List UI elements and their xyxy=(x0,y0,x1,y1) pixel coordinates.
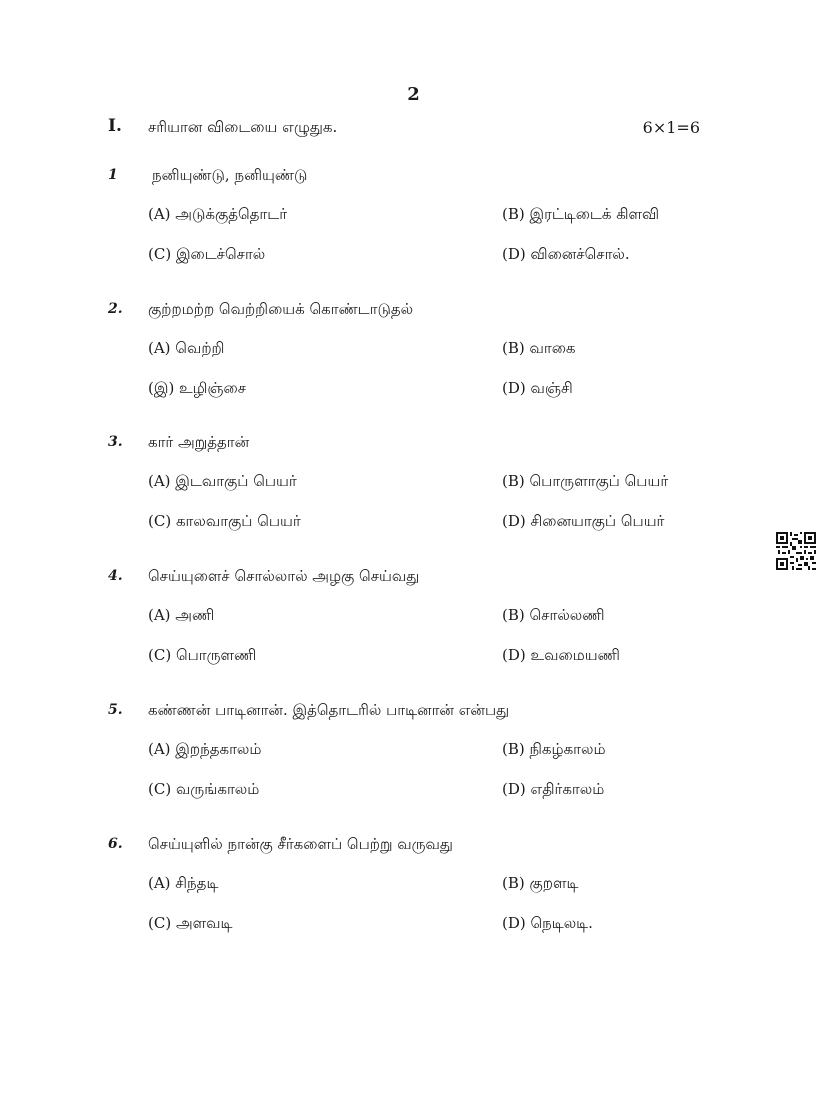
question-6 xyxy=(108,836,708,976)
option-d: (D) சினையாகுப் பெயர் xyxy=(502,512,665,530)
question-text: செய்யுளைச் சொல்லால் அழகு செய்வது xyxy=(148,567,420,585)
question-text: செய்யுளில் நான்கு சீர்களைப் பெற்று வருவது xyxy=(148,835,453,853)
option-a: (A) இறந்தகாலம் xyxy=(148,740,262,758)
section-number: I. xyxy=(108,116,122,136)
section-instruction: சரியான விடையை எழுதுக. xyxy=(148,118,338,136)
option-a: (A) சிந்தடி xyxy=(148,874,219,892)
qr-code-icon xyxy=(776,532,816,570)
option-b: (B) குறளடி xyxy=(502,874,579,892)
option-b: (B) பொருளாகுப் பெயர் xyxy=(502,472,669,490)
option-c: (C) பொருளணி xyxy=(148,646,257,664)
option-d: (D) உவமையணி xyxy=(502,646,620,664)
option-c: (C) வருங்காலம் xyxy=(148,780,260,798)
option-a: (A) அணி xyxy=(148,606,215,624)
option-c: (C) இடைச்சொல் xyxy=(148,245,266,263)
option-b: (B) சொல்லணி xyxy=(502,606,605,624)
question-text: கார் அறுத்தான் xyxy=(148,433,250,451)
option-c: (இ) உழிஞ்சை xyxy=(148,379,247,397)
question-number: 3. xyxy=(108,434,123,450)
question-number: 4. xyxy=(108,568,123,584)
question-text: கண்ணன் பாடினான். இத்தொடரில் பாடினான் என்பது xyxy=(148,701,510,719)
option-d: (D) வஞ்சி xyxy=(502,379,573,397)
page-number: 2 xyxy=(407,84,420,105)
question-4 xyxy=(108,568,708,708)
question-number: 5. xyxy=(108,702,123,718)
option-d: (D) எதிர்காலம் xyxy=(502,780,605,798)
question-number: 6. xyxy=(108,836,123,852)
section-header xyxy=(108,116,700,140)
option-b: (B) நிகழ்காலம் xyxy=(502,740,606,758)
question-text: நனியுண்டு, நனியுண்டு xyxy=(152,166,308,184)
option-b: (B) வாகை xyxy=(502,339,576,357)
question-number: 1 xyxy=(108,167,118,183)
option-a: (A) வெற்றி xyxy=(148,339,225,357)
question-number: 2. xyxy=(108,301,123,317)
option-c: (C) காலவாகுப் பெயர் xyxy=(148,512,301,530)
option-a: (A) இடவாகுப் பெயர் xyxy=(148,472,297,490)
question-text: குற்றமற்ற வெற்றியைக் கொண்டாடுதல் xyxy=(148,300,414,318)
option-c: (C) அளவடி xyxy=(148,914,233,932)
option-a: (A) அடுக்குத்தொடர் xyxy=(148,205,288,223)
option-d: (D) வினைச்சொல். xyxy=(502,245,630,263)
question-1 xyxy=(108,167,708,307)
question-3 xyxy=(108,434,708,574)
section-marks: 6×1=6 xyxy=(642,118,700,137)
question-5 xyxy=(108,702,708,842)
option-b: (B) இரட்டிடைக் கிளவி xyxy=(502,205,660,223)
option-d: (D) நெடிலடி. xyxy=(502,914,593,932)
question-2 xyxy=(108,301,708,441)
